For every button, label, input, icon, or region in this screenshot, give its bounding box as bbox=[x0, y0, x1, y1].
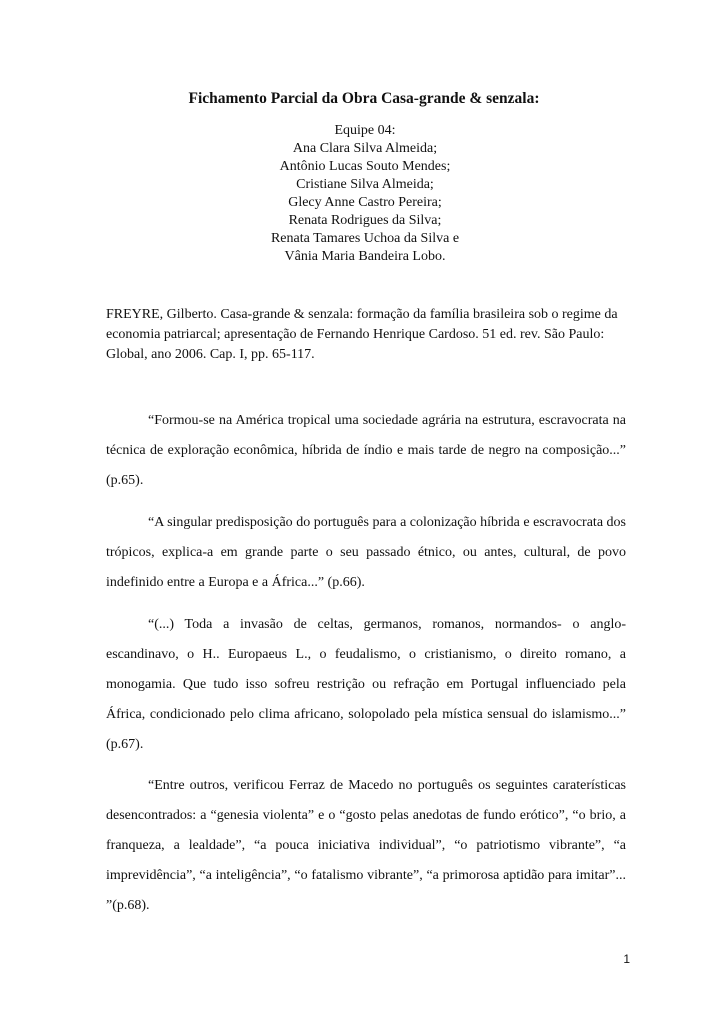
quote-paragraph: “Entre outros, verificou Ferraz de Macedo no português os seguintes caraterísticas desencontrados: a “genesia violenta” e o “gosto pelas anedotas de fundo erótico”, “o brio, a franqueza, a lealdade”, “a pouca iniciativa individual”, “o patriotismo vibrante”, “a imprevidência”, “a inteligência”, “o fatalismo vibrante”, “a primorosa aptidão para imitar”... ”(p.68). bbox=[106, 778, 626, 913]
quote-paragraph: “Formou-se na América tropical uma sociedade agrária na estrutura, escravocrata na técnica de exploração econômica, híbrida de índio e mais tarde de negro na composição...” (p.65). bbox=[106, 413, 626, 488]
document-title: Fichamento Parcial da Obra Casa-grande & senzala: bbox=[188, 90, 540, 107]
team-member: Cristiane Silva Almeida; bbox=[296, 177, 434, 192]
team-member: Renata Tamares Uchoa da Silva e bbox=[270, 231, 460, 246]
bibliographic-reference: FREYRE, Gilberto. Casa-grande & senzala: formação da família brasileira sob o regime da economia patriarcal; apresentação de Fernando Henrique Cardoso. 51 ed. rev. São Paulo: Global, ano 2006. Cap. I, pp. 65-117. bbox=[106, 307, 618, 362]
team-member: Ana Clara Silva Almeida; bbox=[292, 141, 438, 156]
team-member: Renata Rodrigues da Silva; bbox=[288, 213, 442, 228]
quote-paragraph: “(...) Toda a invasão de celtas, germanos, romanos, normandos- o anglo-escandinavo, o H.. Europaeus L., o feudalismo, o cristianismo, o direito romano, a monogamia. Que tudo isso sofreu restrição ou refração em Portugal influenciado pela África, condicionado pelo clima africano, solopolado pela mística sensual do islamismo...” (p.67). bbox=[106, 617, 626, 752]
team-member: Vânia Maria Bandeira Lobo. bbox=[284, 249, 446, 264]
team-member: Antônio Lucas Souto Mendes; bbox=[279, 159, 451, 174]
page-number: 1 bbox=[623, 952, 630, 966]
team-block bbox=[240, 122, 490, 266]
quote-paragraph: “A singular predisposição do português para a colonização híbrida e escravocrata dos trópicos, explica-a em grande parte o seu passado étnico, ou antes, cultural, de povo indefinido entre a Europa e a África...” (p.66). bbox=[106, 515, 626, 590]
team-heading: Equipe 04: bbox=[334, 123, 396, 138]
team-member: Glecy Anne Castro Pereira; bbox=[288, 195, 442, 210]
